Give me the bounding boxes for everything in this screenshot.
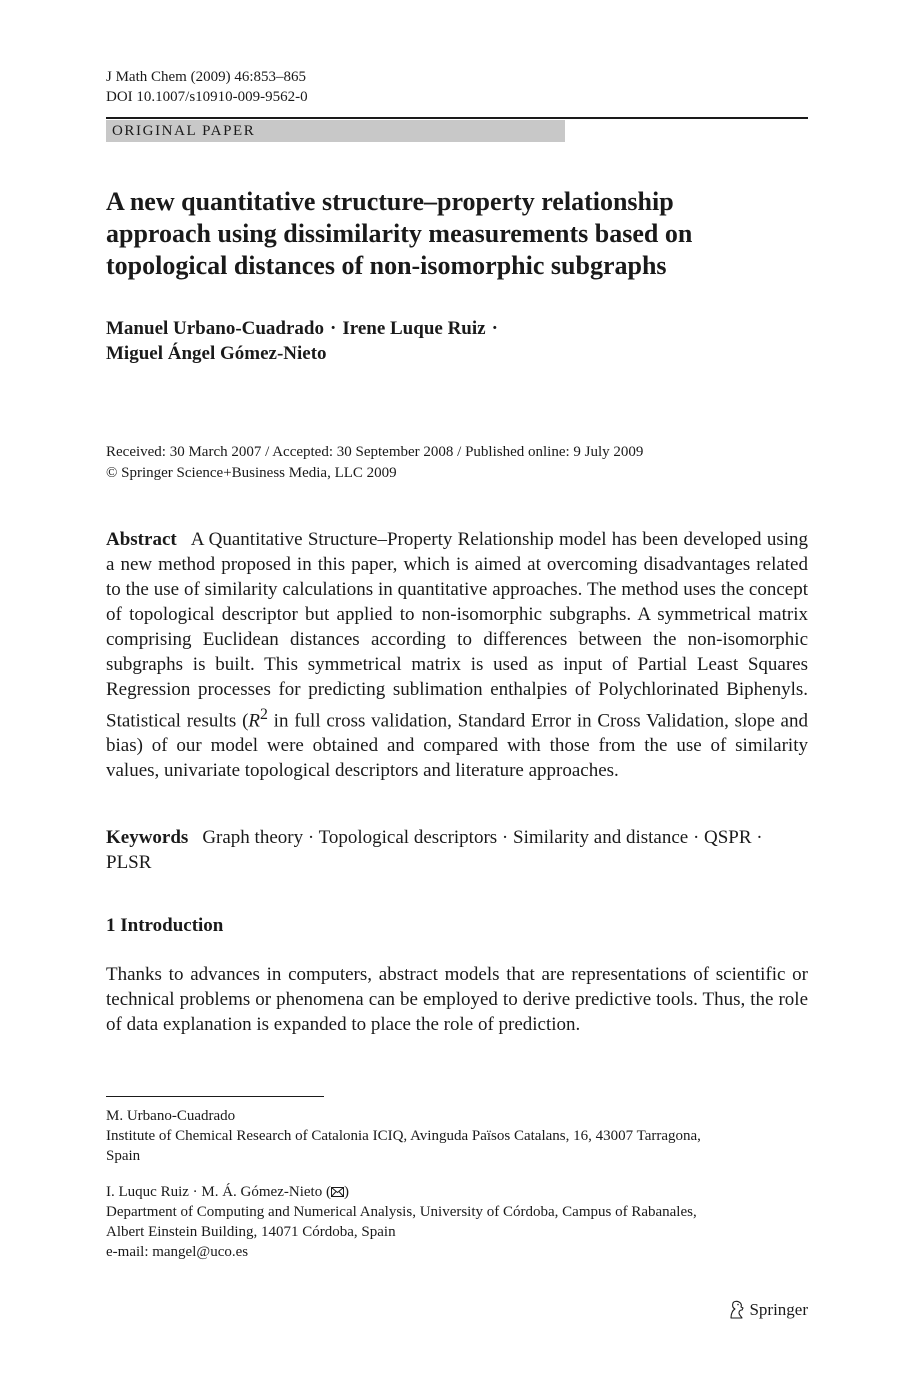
affiliation-line: Department of Computing and Numerical Analysis, University of Córdoba, Campus of Rabanales, xyxy=(106,1204,697,1220)
affiliation-line: Albert Einstein Building, 14071 Córdoba, Spain xyxy=(106,1224,396,1240)
footnotes xyxy=(106,1106,808,1278)
section-heading-introduction: 1 Introduction xyxy=(106,915,224,936)
publication-history xyxy=(106,442,643,484)
introduction-paragraph: Thanks to advances in computers, abstract models that are representations of scientific or technical problems or phenomena can be employed to derive predictive tools. Thus, the role of data explanation is expanded to place the role of prediction. xyxy=(106,964,808,1035)
affiliation-line: Spain xyxy=(106,1148,141,1164)
received-accepted-published: Received: 30 March 2007 / Accepted: 30 September 2008 / Published online: 9 July 2009 xyxy=(106,444,644,460)
email-address: e-mail: mangel@uco.es xyxy=(106,1244,249,1260)
footnote-rule xyxy=(106,1096,324,1097)
abstract-label: Abstract xyxy=(106,529,177,550)
title-line-1: A new quantitative structure–property relationship xyxy=(106,187,674,216)
author-separator: · xyxy=(330,318,337,339)
author-name: Irene Luque Ruiz xyxy=(342,318,486,339)
affiliation-block xyxy=(106,1106,808,1166)
envelope-icon xyxy=(331,1187,344,1197)
publisher-logo xyxy=(727,1298,808,1322)
title-line-3: topological distances of non-isomorphic subgraphs xyxy=(106,251,667,280)
section-tag: ORIGINAL PAPER xyxy=(106,120,565,142)
paper-page xyxy=(106,0,808,1388)
copyright-notice: © Springer Science+Business Media, LLC 2009 xyxy=(106,465,397,481)
title-line-2: approach using dissimilarity measurements based on xyxy=(106,219,693,248)
paper-title xyxy=(106,186,808,282)
footnote-author-names: I. Luquc Ruiz · M. Á. Gómez-Nieto ( xyxy=(106,1184,331,1200)
abstract-text-continued: in full cross validation, Standard Error in Cross Validation, slope and bias) of our model were obtained and compared with those from the use of similarity values, univariate topological descriptors and literature approaches. xyxy=(106,710,808,782)
doi-line: DOI 10.1007/s10910-009-9562-0 xyxy=(106,89,308,105)
r-exponent: 2 xyxy=(260,706,268,723)
author-name: Manuel Urbano-Cuadrado xyxy=(106,318,324,339)
publisher-name: Springer xyxy=(749,1300,808,1319)
keywords-text: Graph theory · Topological descriptors · Similarity and distance · QSPR · PLSR xyxy=(106,827,763,873)
journal-citation: J Math Chem (2009) 46:853–865 xyxy=(106,69,306,85)
author-name: Miguel Ángel Gómez-Nieto xyxy=(106,343,327,364)
author-list xyxy=(106,316,504,366)
affiliation-line: Institute of Chemical Research of Catalonia ICIQ, Avinguda Països Catalans, 16, 43007 Tarragona, xyxy=(106,1128,701,1144)
r-symbol: R xyxy=(248,710,260,732)
footnote-authors xyxy=(106,1182,808,1202)
journal-header xyxy=(106,67,308,107)
abstract-text: A Quantitative Structure–Property Relationship model has been developed using a new method proposed in this paper, which is aimed at overcoming disadvantages related to the use of similarity calculations in quantitative approaches. The method uses the concept of topological descriptor but applied to non-isomorphic subgraphs. A symmetrical matrix comprising Euclidean distances according to differences between the non-isomorphic subgraphs is built. This symmetrical matrix is used as input of Partial Least Squares Regression processes for predicting sublimation enthalpies of Polychlorinated Biphenyls. Statistical results ( xyxy=(106,529,808,732)
affiliation-block xyxy=(106,1182,808,1262)
springer-horse-icon xyxy=(727,1300,745,1320)
footnote-paren-close: ) xyxy=(343,1184,349,1200)
keywords-label: Keywords xyxy=(106,827,189,848)
header-rule xyxy=(106,117,808,119)
author-separator: · xyxy=(491,318,498,339)
keywords xyxy=(106,825,808,875)
footnote-author: M. Urbano-Cuadrado xyxy=(106,1108,236,1124)
abstract xyxy=(106,527,808,783)
